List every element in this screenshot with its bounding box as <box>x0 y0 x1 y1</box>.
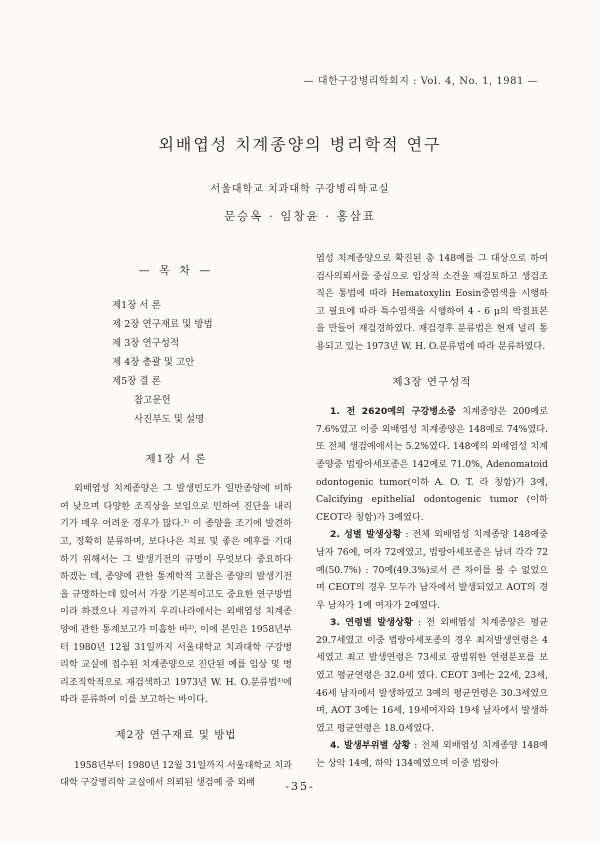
result-3 <box>316 614 548 737</box>
section-heading-ch2: 제2장 연구재료 및 방법 <box>115 728 237 741</box>
result-1 <box>316 403 548 526</box>
result-1-head: 1. 전 2620예의 구강병소중 <box>330 406 456 418</box>
result-3-head: 3. 연령별 발생상황 <box>330 617 413 629</box>
toc-list <box>112 296 292 429</box>
affiliation: 서울대학교 치과대학 구강병리학교실 <box>210 184 390 195</box>
right-column <box>316 250 548 773</box>
result-4 <box>316 737 548 772</box>
left-column <box>60 262 292 792</box>
section-heading-ch1: 제1장 서 론 <box>145 452 207 465</box>
methods-paragraph: 1958년부터 1980년 12월 31일까지 서울대학교 치과대학 구강병리학 교실에서 의뢰된 생검예 중 외배 <box>60 759 292 789</box>
toc-item: 제 3장 연구성적 <box>112 337 180 349</box>
toc-item: 사진부도 및 설명 <box>134 413 205 425</box>
result-4-text: : 전체 외배엽성 치계종양 148예는 상악 14예, 하악 134예였으며 이중 법랑아 <box>316 740 548 770</box>
methods-paragraph-cont: 엽성 치계종양으로 확진된 총 148예를 그 대상으로 하여 검사의뢰서를 중심으로 임상적 소견을 재검토하고 생검조직은 통법에 따라 Hematoxylin Eosin중염색을 시행하고 필요에 따라 특수염색을 시행하여 4 - 6 μ의 박절표본을 만들어 재검경하였다. 재검경후 분류법은 현재 널리 통용되고 있는 1973년 W. H. O.분류법에 따라 분류하였다. <box>316 253 548 352</box>
toc-item: 제 2장 연구재료 및 방법 <box>112 318 213 330</box>
section-heading-ch3: 제3장 연구성적 <box>392 375 472 388</box>
result-2-head: 2. 성별 발생상황 <box>330 529 402 541</box>
result-3-text: : 전 외배엽성 치계종양은 평균 29.7세였고 이중 법랑아세포종의 경우 최저발생연령은 4세였고 최고 발생연령은 73세로 광범위한 연령분포를 보였고 평균연령은 32.0세 였다. CEOT 3예는 22세, 23세, 46세 남자에서 발생하였고 3예의 평균연령은 30.3세였으며, AOT 3예는 16세, 19세여자와 19세 남자에서 발생하였고 평균연령은 18.0세였다. <box>316 617 549 734</box>
toc-item: 제1장 서 론 <box>112 299 161 311</box>
intro-paragraph: 외배엽성 치계종양은 그 발생빈도가 일반종양에 비하여 낮으며 다양한 조직상을 보임으로 인하여 진단을 내리기가 매우 어려운 경우가 많다.¹⁾ 이 종양을 조기에 발견하고, 정확히 분류하며, 보다나은 치료 및 좋은 예후를 기대하기 위해서는 그 발생기전의 규명이 무엇보다 중요하다 하겠는 데, 종양에 관한 통계학적 고찰은 종양의 발생기전을 규명하는데 있어서 가장 기본적이고도 중요한 연구방법이라 하겠으나 지금까지 우리나라에서는 외배엽성 치계종양에 관한 통계보고가 미흡한 바²⁾, 이에 본인은 1958년부터 1980년 12월 31일까지 서울대학교 치과대학 구강병리학 교실에 접수된 치계종양으로 진단된 예를 임상 및 병리조직학적으로 재검색하고 1973년 W. H. O.분류법³⁾에 따라 분류하여 이를 보고하는 바이다. <box>60 483 292 706</box>
result-2 <box>316 526 548 614</box>
page-number: -35- <box>285 780 315 793</box>
toc-item: 참고문헌 <box>134 394 171 406</box>
toc-item: 제 4장 총괄 및 고안 <box>112 356 195 368</box>
result-4-head: 4. 발생부위별 상황 <box>330 740 411 752</box>
toc-item: 제5장 결 론 <box>112 375 161 387</box>
result-1-text: 치계종양은 200예로 7.6%였고 이중 외배엽성 치계종양은 148예로 74%였다. 또 전체 생검예에서는 5.2%였다. 148예의 외배엽성 치계종양중 법랑아세포종은 142예로 71.0%, Adenomatoid odontogenic tumor(이하 A. O. T. 라 칭함)가 3예, Calcifying epithelial odontogenic tumor (이하 CEOT라 칭함)가 3예였다. <box>316 406 548 523</box>
toc-heading: — 목 차 — <box>138 264 214 277</box>
authors: 문승옥 · 임창윤 · 홍삼표 <box>224 209 376 223</box>
result-2-text: : 전체 외배엽성 치계종양 148예중 남자 76예, 여자 72예였고, 법랑아세포종은 남녀 각각 72예(50.7%) : 70예(49.3%)로서 큰 차이를 볼 수 없었으며 CEOT의 경우 모두가 남자에서 발생되었고 AOT의 경우 남자가 1예 여자가 2예였다. <box>316 529 548 611</box>
running-header: — 대한구강병리학회지 : Vol. 4, No. 1, 1981 — <box>303 76 538 87</box>
paper-title: 외배엽성 치계종양의 병리학적 연구 <box>158 135 442 154</box>
